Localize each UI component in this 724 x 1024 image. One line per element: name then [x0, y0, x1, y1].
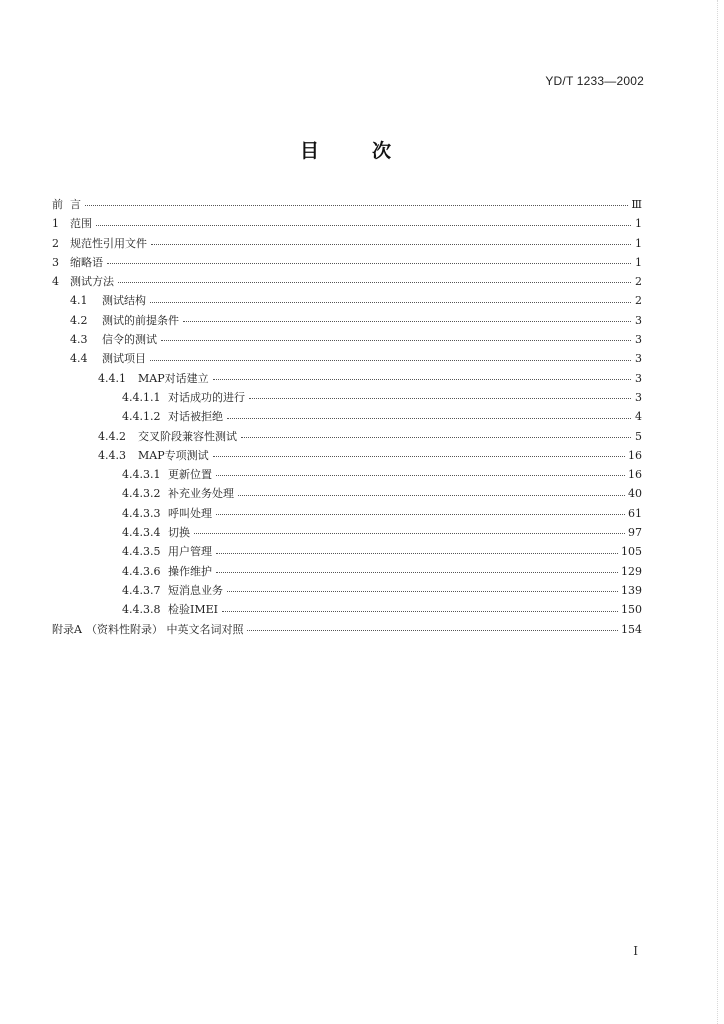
toc-entry[interactable]: [52, 562, 642, 581]
toc-dot-leader: [150, 302, 631, 303]
toc-entry-number: 4.2: [70, 313, 88, 327]
toc-entry-number: 4.3: [70, 333, 88, 347]
toc-entry-number: 4.4.3.8: [122, 603, 161, 617]
toc-entry[interactable]: [52, 581, 642, 600]
toc-entry-page: 3: [635, 313, 642, 327]
scan-edge-line: [716, 0, 718, 1024]
toc-entry-title: 规范性引用文件: [70, 236, 147, 250]
toc-entry[interactable]: [52, 349, 642, 368]
table-of-contents: [52, 195, 642, 639]
toc-entry-page: 105: [621, 545, 642, 559]
toc-entry-title: 检验IMEI: [168, 603, 218, 617]
toc-dot-leader: [249, 398, 631, 399]
page-number: I: [633, 944, 638, 958]
toc-dot-leader: [216, 572, 618, 573]
toc-entry-number: 4.1: [70, 294, 88, 308]
toc-entry[interactable]: [52, 542, 642, 561]
toc-entry-title: 操作维护: [168, 564, 212, 578]
toc-entry-number: 4.4.3.5: [122, 545, 161, 559]
toc-entry[interactable]: [52, 369, 642, 388]
toc-entry-page: 61: [628, 506, 642, 520]
toc-entry-title: 呼叫处理: [168, 506, 212, 520]
toc-entry-page: 139: [621, 583, 642, 597]
toc-entry-page: 2: [635, 294, 642, 308]
toc-entry-title: 范围: [70, 217, 92, 231]
toc-dot-leader: [241, 437, 631, 438]
toc-entry-number: 附录A: [52, 622, 82, 636]
toc-entry-title: 测试的前提条件: [102, 313, 179, 327]
toc-entry[interactable]: [52, 465, 642, 484]
title-char-1: 目: [300, 140, 320, 162]
document-code: YD/T 1233—2002: [545, 74, 644, 88]
toc-dot-leader: [216, 514, 625, 515]
toc-entry-title: 补充业务处理: [168, 487, 234, 501]
toc-entry[interactable]: [52, 407, 642, 426]
toc-entry[interactable]: [52, 620, 642, 639]
toc-entry-page: 129: [621, 564, 642, 578]
toc-entry-title: 缩略语: [70, 255, 103, 269]
toc-entry-number: 4.4.3: [98, 448, 126, 462]
toc-entry-title: 切换: [168, 526, 190, 540]
toc-entry-title: MAP对话建立: [138, 371, 209, 385]
toc-dot-leader: [96, 225, 631, 226]
toc-entry-page: 1: [635, 255, 642, 269]
toc-entry[interactable]: [52, 504, 642, 523]
toc-entry-number: 4.4.1: [98, 371, 126, 385]
toc-dot-leader: [213, 379, 631, 380]
toc-dot-leader: [227, 418, 631, 419]
toc-entry-title: 测试结构: [102, 294, 146, 308]
toc-entry-number: 1: [52, 217, 59, 231]
toc-entry[interactable]: [52, 195, 642, 214]
toc-dot-leader: [85, 205, 628, 206]
toc-dot-leader: [238, 495, 625, 496]
toc-entry-number: 4.4: [70, 352, 88, 366]
toc-entry-page: 16: [628, 448, 642, 462]
toc-entry-page: 154: [621, 622, 642, 636]
toc-entry-number: 4.4.2: [98, 429, 126, 443]
toc-entry[interactable]: [52, 523, 642, 542]
toc-entry-page: 3: [635, 371, 642, 385]
toc-entry-title: 对话被拒绝: [168, 410, 223, 424]
toc-entry-number: 前: [52, 198, 63, 211]
toc-entry-page: 97: [628, 526, 642, 540]
toc-dot-leader: [247, 630, 618, 631]
toc-dot-leader: [107, 263, 631, 264]
toc-dot-leader: [118, 282, 631, 283]
toc-entry-page: 1: [635, 236, 642, 250]
toc-entry-title: 更新位置: [168, 468, 212, 482]
toc-entry[interactable]: [52, 214, 642, 233]
toc-entry-number: 4.4.3.2: [122, 487, 161, 501]
toc-dot-leader: [216, 475, 625, 476]
toc-entry-number: 4.4.3.7: [122, 583, 161, 597]
toc-entry-page: 4: [635, 410, 642, 424]
toc-entry-number: 4: [52, 275, 59, 289]
toc-entry-title: 信令的测试: [102, 333, 157, 347]
toc-entry-page: 5: [635, 429, 642, 443]
toc-dot-leader: [161, 340, 631, 341]
toc-entry-page: Ⅲ: [631, 198, 642, 211]
toc-dot-leader: [183, 321, 631, 322]
toc-entry[interactable]: [52, 484, 642, 503]
toc-entry-number: 4.4.3.4: [122, 526, 161, 540]
toc-entry[interactable]: [52, 388, 642, 407]
toc-entry-number: 3: [52, 255, 59, 269]
toc-entry-page: 40: [628, 487, 642, 501]
toc-entry[interactable]: [52, 234, 642, 253]
toc-entry-page: 150: [621, 603, 642, 617]
toc-dot-leader: [151, 244, 631, 245]
toc-entry-title: 交叉阶段兼容性测试: [138, 429, 237, 443]
toc-entry-page: 3: [635, 333, 642, 347]
toc-entry-number: 4.4.3.6: [122, 564, 161, 578]
toc-entry[interactable]: [52, 291, 642, 310]
toc-entry[interactable]: [52, 600, 642, 619]
toc-entry-title: 言: [70, 198, 81, 211]
toc-entry[interactable]: [52, 427, 642, 446]
toc-entry-number: 4.4.1.1: [122, 390, 161, 404]
toc-entry[interactable]: [52, 330, 642, 349]
toc-entry-page: 2: [635, 275, 642, 289]
toc-entry[interactable]: [52, 253, 642, 272]
toc-entry-page: 3: [635, 352, 642, 366]
toc-entry-page: 16: [628, 468, 642, 482]
toc-entry[interactable]: [52, 311, 642, 330]
toc-dot-leader: [194, 533, 625, 534]
toc-dot-leader: [216, 553, 618, 554]
toc-entry-title: 短消息业务: [168, 583, 223, 597]
toc-entry-title: （资料性附录） 中英文名词对照: [85, 622, 244, 636]
toc-entry-title: 测试项目: [102, 352, 146, 366]
toc-entry-number: 4.4.3.3: [122, 506, 161, 520]
toc-entry[interactable]: [52, 272, 642, 291]
toc-dot-leader: [150, 360, 631, 361]
toc-entry-title: 对话成功的进行: [168, 390, 245, 404]
toc-dot-leader: [213, 456, 625, 457]
toc-dot-leader: [227, 591, 618, 592]
toc-entry-title: 测试方法: [70, 275, 114, 289]
toc-entry-page: 3: [635, 390, 642, 404]
toc-dot-leader: [222, 611, 618, 612]
toc-entry-number: 4.4.3.1: [122, 468, 161, 482]
toc-entry-page: 1: [635, 217, 642, 231]
toc-entry-title: MAP专项测试: [138, 448, 209, 462]
toc-entry-number: 4.4.1.2: [122, 410, 161, 424]
title-char-2: 次: [372, 140, 392, 162]
toc-entry-number: 2: [52, 236, 59, 250]
toc-entry[interactable]: [52, 446, 642, 465]
toc-entry-title: 用户管理: [168, 545, 212, 559]
